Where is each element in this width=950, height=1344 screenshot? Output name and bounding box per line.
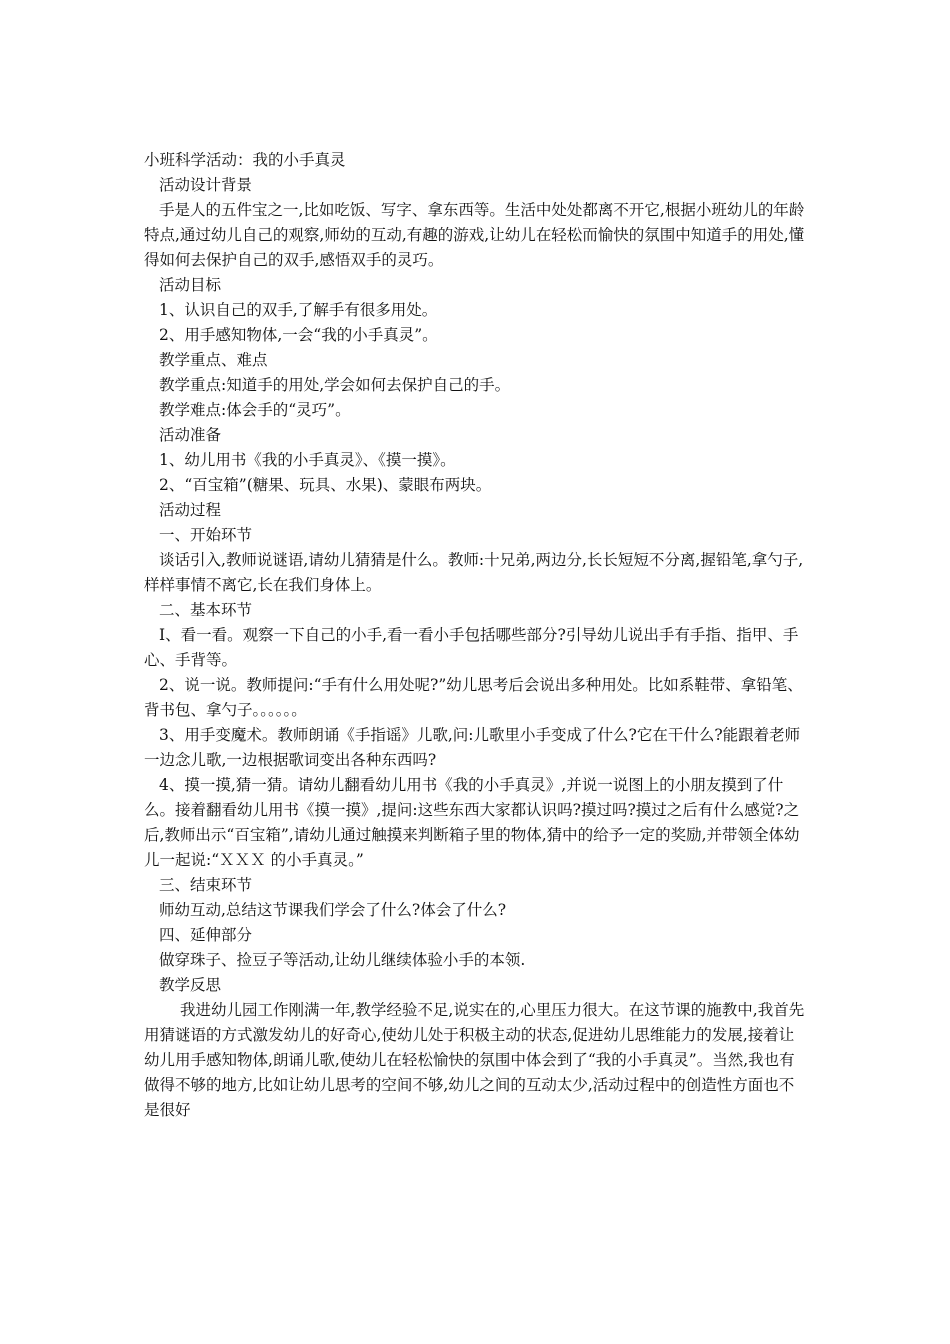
preparation-item-2: 2、“百宝箱”(糖果、玩具、水果)、蒙眼布两块。 <box>159 476 492 494</box>
heading-section-extension: 四、延伸部分 <box>159 926 253 944</box>
document-title: 小班科学活动：我的小手真灵 <box>144 151 346 169</box>
key-point-difficulty: 教学难点:体会手的“灵巧”。 <box>159 401 351 419</box>
heading-process: 活动过程 <box>159 501 222 519</box>
paragraph-design-background: 手是人的五件宝之一,比如吃饭、写字、拿东西等。生活中处处都离不开它,根据小班幼儿的年龄特点,通过幼儿自己的观察,师幼的互动,有趣的游戏,让幼儿在轻松而愉快的氛围中知道手的用处,懂得如何去保护自己的双手,感悟双手的灵巧。 <box>144 201 805 269</box>
heading-section-start: 一、开始环节 <box>159 526 253 544</box>
heading-activity-goals: 活动目标 <box>159 276 222 294</box>
paragraph-section-end: 师幼互动,总结这节课我们学会了什么?体会了什么? <box>159 901 507 919</box>
paragraph-section-start: 谈话引入,教师说谜语,请幼儿猜猜是什么。教师:十兄弟,两边分,长长短短不分离,握铅笔,拿勺子,样样事情不离它,长在我们身体上。 <box>144 551 804 594</box>
heading-key-points: 教学重点、难点 <box>159 351 268 369</box>
heading-reflection: 教学反思 <box>159 976 222 994</box>
heading-preparation: 活动准备 <box>159 426 222 444</box>
goal-item-2: 2、用手感知物体,一会“我的小手真灵”。 <box>159 326 438 344</box>
basic-step-3: 3、用手变魔术。教师朗诵《手指谣》儿歌,问:儿歌里小手变成了什么?它在干什么?能跟着老师一边念儿歌,一边根据歌词变出各种东西吗? <box>144 726 801 769</box>
preparation-item-1: 1、幼儿用书《我的小手真灵》、《摸一摸》。 <box>159 451 456 469</box>
basic-step-4: 4、摸一摸,猜一猜。请幼儿翻看幼儿用书《我的小手真灵》,并说一说图上的小朋友摸到了什么。接着翻看幼儿用书《摸一摸》,提问:这些东西大家都认识吗?摸过吗?摸过之后有什么感觉?之后,教师出示“百宝箱”,请幼儿通过触摸来判断箱子里的物体,猜中的给予一定的奖励,并带领全体幼儿一起说:“ＸＸＸ 的小手真灵。” <box>144 776 800 869</box>
key-point-focus: 教学重点:知道手的用处,学会如何去保护自己的手。 <box>159 376 511 394</box>
basic-step-1: Ⅰ、看一看。观察一下自己的小手,看一看小手包括哪些部分?引导幼儿说出手有手指、指甲、手心、手背等。 <box>144 626 799 669</box>
document-page <box>144 148 808 1123</box>
basic-step-2: 2、说一说。教师提问:“手有什么用处呢?”幼儿思考后会说出多种用处。比如系鞋带、拿铅笔、背书包、拿勺子。。。。。。 <box>144 676 803 719</box>
paragraph-reflection: 我进幼儿园工作刚满一年,教学经验不足,说实在的,心里压力很大。在这节课的施教中,我首先用猜谜语的方式激发幼儿的好奇心,使幼儿处于积极主动的状态,促进幼儿思维能力的发展,接着让幼儿用手感知物体,朗诵儿歌,使幼儿在轻松愉快的氛围中体会到了“我的小手真灵”。当然,我也有做得不够的地方,比如让幼儿思考的空间不够,幼儿之间的互动太少,活动过程中的创造性方面也不是很好 <box>144 1001 805 1119</box>
heading-section-basic: 二、基本环节 <box>159 601 253 619</box>
paragraph-section-extension: 做穿珠子、捡豆子等活动,让幼儿继续体验小手的本领. <box>159 951 526 969</box>
goal-item-1: 1、认识自己的双手,了解手有很多用处。 <box>159 301 438 319</box>
heading-design-background: 活动设计背景 <box>159 176 253 194</box>
heading-section-end: 三、结束环节 <box>159 876 253 894</box>
